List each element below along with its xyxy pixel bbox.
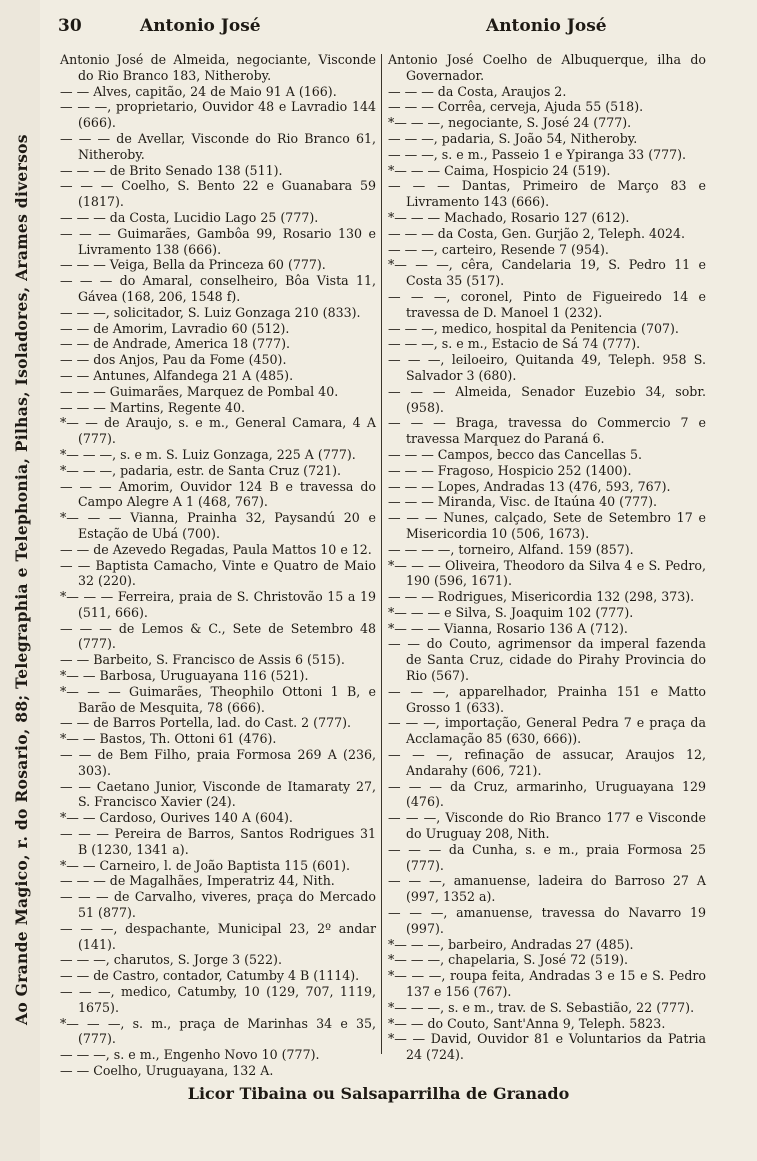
- directory-entry: — — dos Anjos, Pau da Fome (450).: [60, 352, 287, 368]
- directory-entry: — — Baptista Camacho, Vinte e Quatro de Maio 32 (220).: [60, 557, 376, 589]
- directory-entry: *— — David, Ouvidor 81 e Voluntarios da Patria 24 (724).: [388, 1031, 706, 1063]
- directory-entry: — — —, leiloeiro, Quitanda 49, Teleph. 958 S. Salvador 3 (680).: [388, 352, 706, 383]
- directory-entry: *— — — Guimarães, Theophilo Ottoni 1 B, e Barão de Mesquita, 78 (666).: [60, 683, 376, 715]
- directory-entry: — — de Bem Filho, praia Formosa 269 A (236, 303).: [60, 747, 376, 778]
- directory-entry: *— — Bastos, Th. Ottoni 61 (476).: [60, 731, 277, 747]
- directory-entry: — — — Martins, Regente 40.: [60, 399, 245, 415]
- directory-entry: *— — — Vianna, Prainha 32, Paysandú 20 e Estação de Ubá (700).: [60, 510, 376, 541]
- directory-entry: — — — Veiga, Bella da Princeza 60 (777).: [60, 257, 326, 273]
- directory-entry: — — — Lopes, Andradas 13 (476, 593, 767).: [388, 478, 671, 494]
- side-advert-text: Ao Grande Magico, r. do Rosario, 88; Telegraphia e Telephonia, Pilhas, Isoladores, Arames diversos: [12, 134, 31, 1026]
- directory-entry: — — — da Cruz, armarinho, Uruguayana 129 (476).: [388, 778, 706, 810]
- directory-entry: — — — de Carvalho, viveres, praça do Mercado 51 (877).: [60, 889, 376, 921]
- directory-entry: — — de Castro, contador, Catumby 4 B (1114).: [60, 968, 360, 984]
- directory-entry: Antonio José de Almeida, negociante, Visconde do Rio Branco 183, Nitheroby.: [60, 52, 376, 83]
- directory-entry: — — — de Avellar, Visconde do Rio Branco 61, Nitheroby.: [60, 130, 376, 162]
- directory-entry: — — — Guimarães, Gambôa 99, Rosario 130 e Livramento 138 (666).: [60, 225, 376, 257]
- directory-entry: — — —, s. e m., Passeio 1 e Ypiranga 33 (777).: [388, 146, 687, 162]
- directory-entry: — — — da Costa, Araujos 2.: [388, 83, 567, 99]
- directory-entry: — — — da Costa, Gen. Gurjão 2, Teleph. 4024.: [388, 225, 686, 241]
- directory-entry: — — — de Lemos & C., Sete de Setembro 48 (777).: [60, 620, 376, 652]
- directory-entry: — — —, refinação de assucar, Araujos 12, Andarahy (606, 721).: [388, 747, 706, 778]
- header-right-title: Antonio José: [486, 16, 607, 36]
- directory-entry: — — Barbeito, S. Francisco de Assis 6 (515).: [60, 652, 345, 668]
- directory-entry: — — —, charutos, S. Jorge 3 (522).: [60, 952, 282, 968]
- directory-entry: *— — —, s. e m., trav. de S. Sebastião, 22 (777).: [388, 999, 695, 1015]
- directory-entry: *— — — e Silva, S. Joaquim 102 (777).: [388, 604, 634, 620]
- directory-entry: — — —, proprietario, Ouvidor 48 e Lavradio 144 (666).: [60, 99, 376, 131]
- directory-entry: — — — Miranda, Visc. de Itaúna 40 (777).: [388, 494, 658, 510]
- column-divider: [381, 54, 382, 1054]
- directory-entry: — — —, s. e m., Engenho Novo 10 (777).: [60, 1047, 320, 1063]
- directory-entry: — — —, despachante, Municipal 23, 2º andar (141).: [60, 920, 376, 952]
- directory-entry: *— — de Araujo, s. e m., General Camara, 4 A (777).: [60, 415, 376, 447]
- directory-entry: — — de Azevedo Regadas, Paula Mattos 10 e 12.: [60, 541, 372, 557]
- directory-entry: *— — Barbosa, Uruguayana 116 (521).: [60, 668, 309, 684]
- right-column: [388, 52, 706, 1063]
- directory-entry: — — — da Cunha, s. e m., praia Formosa 25 (777).: [388, 841, 706, 873]
- directory-entry: — — de Amorim, Lavradio 60 (512).: [60, 320, 290, 336]
- directory-entry: — — — Campos, becco das Cancellas 5.: [388, 446, 643, 462]
- directory-entry: — — —, Visconde do Rio Branco 177 e Visconde do Uruguay 208, Nith.: [388, 810, 706, 842]
- directory-entry: *— — —, cêra, Candelaria 19, S. Pedro 11 e Costa 35 (517).: [388, 257, 706, 289]
- directory-entry: — — Antunes, Alfandega 21 A (485).: [60, 367, 294, 383]
- directory-entry: *— — do Couto, Sant'Anna 9, Teleph. 5823.: [388, 1015, 666, 1031]
- footer-advert: Licor Tibaina ou Salsaparrilha de Granado: [187, 1084, 570, 1103]
- directory-entry: — — — da Costa, Lucidio Lago 25 (777).: [60, 209, 319, 225]
- directory-entry: *— — —, chapelaria, S. José 72 (519).: [388, 952, 629, 968]
- directory-entry: — — —, solicitador, S. Luiz Gonzaga 210 (833).: [60, 304, 361, 320]
- directory-entry: — — Caetano Junior, Visconde de Itamaraty 27, S. Francisco Xavier (24).: [60, 778, 376, 810]
- directory-entry: *— — Cardoso, Ourives 140 A (604).: [60, 810, 293, 826]
- page-header: [58, 16, 718, 40]
- directory-entry: — — — Nunes, calçado, Sete de Setembro 17 e Misericordia 10 (506, 1673).: [388, 510, 706, 541]
- directory-entry: *— — — Oliveira, Theodoro da Silva 4 e S. Pedro, 190 (596, 1671).: [388, 557, 706, 589]
- directory-entry: *— — — Machado, Rosario 127 (612).: [388, 209, 630, 225]
- directory-entry: *— — —, negociante, S. José 24 (777).: [388, 115, 632, 131]
- directory-entry: *— — — Ferreira, praia de S. Christovão 15 a 19 (511, 666).: [60, 589, 376, 620]
- directory-entry: *— — —, padaria, estr. de Santa Cruz (721).: [60, 462, 342, 478]
- directory-entry: — — — Guimarães, Marquez de Pombal 40.: [60, 383, 339, 399]
- directory-entry: — — — Almeida, Senador Euzebio 34, sobr. (958).: [388, 383, 706, 415]
- directory-entry: — — de Andrade, America 18 (777).: [60, 336, 291, 352]
- side-advert-strip: [0, 0, 40, 1161]
- directory-entry: — — —, carteiro, Resende 7 (954).: [388, 241, 609, 257]
- directory-entry: — — Alves, capitão, 24 de Maio 91 A (166).: [60, 83, 337, 99]
- directory-entry: — — de Barros Portella, lad. do Cast. 2 (777).: [60, 715, 352, 731]
- directory-entry: — — —, amanuense, travessa do Navarro 19 (997).: [388, 905, 706, 936]
- directory-entry: — — Coelho, Uruguayana, 132 A.: [60, 1063, 274, 1078]
- directory-entry: — — —, medico, Catumby, 10 (129, 707, 1119, 1675).: [60, 984, 376, 1015]
- directory-entry: *— — —, s. e m. S. Luiz Gonzaga, 225 A (777).: [60, 446, 356, 462]
- directory-entry: — — — Pereira de Barros, Santos Rodrigues 31 B (1230, 1341 a).: [60, 826, 376, 857]
- directory-entry: — — —, apparelhador, Prainha 151 e Matto Grosso 1 (633).: [388, 683, 706, 715]
- directory-entry: — — — Amorim, Ouvidor 124 B e travessa do Campo Alegre A 1 (468, 767).: [60, 478, 376, 510]
- directory-entry: — — — Braga, travessa do Commercio 7 e travessa Marquez do Paraná 6.: [388, 415, 706, 447]
- directory-entry: — — — Dantas, Primeiro de Março 83 e Livramento 143 (666).: [388, 178, 706, 210]
- header-left-title: Antonio José: [140, 16, 261, 36]
- directory-entry: — — —, coronel, Pinto de Figueiredo 14 e travessa de D. Manoel 1 (232).: [388, 288, 706, 320]
- directory-entry: — — — Corrêa, cerveja, Ajuda 55 (518).: [388, 99, 644, 115]
- directory-entry: — — — Fragoso, Hospicio 252 (1400).: [388, 462, 632, 478]
- directory-entry: *— — Carneiro, l. de João Baptista 115 (601).: [60, 857, 350, 873]
- directory-entry: *— — — Vianna, Rosario 136 A (712).: [388, 620, 628, 636]
- directory-entry: — — — Coelho, S. Bento 22 e Guanabara 59 (1817).: [60, 178, 376, 210]
- directory-entry: — — —, padaria, S. João 54, Nitheroby.: [388, 130, 638, 146]
- directory-entry: — — —, importação, General Pedra 7 e praça da Acclamação 85 (630, 666)).: [388, 715, 706, 747]
- directory-entry: — — do Couto, agrimensor da imperal fazenda de Santa Cruz, cidade do Pirahy Provincia do Rio (567).: [388, 636, 706, 684]
- directory-entry: *— — — Caima, Hospicio 24 (519).: [388, 162, 611, 178]
- directory-entry: Antonio José Coelho de Albuquerque, ilha do Governador.: [388, 52, 706, 83]
- page-number: 30: [58, 16, 82, 36]
- directory-entry: — — —, amanuense, ladeira do Barroso 27 A (997, 1352 a).: [388, 873, 706, 905]
- directory-entry: *— — —, barbeiro, Andradas 27 (485).: [388, 936, 634, 952]
- directory-entry: *— — —, s. m., praça de Marinhas 34 e 35, (777).: [60, 1015, 376, 1047]
- directory-entry: — — — —, torneiro, Alfand. 159 (857).: [388, 541, 634, 557]
- directory-entry: — — —, s. e m., Estacio de Sá 74 (777).: [388, 336, 641, 352]
- directory-entry: — — — de Magalhães, Imperatriz 44, Nith.: [60, 873, 335, 889]
- directory-entry: — — — do Amaral, conselheiro, Bôa Vista 11, Gávea (168, 206, 1548 f).: [60, 273, 376, 304]
- directory-entry: — — — de Brito Senado 138 (511).: [60, 162, 283, 178]
- directory-entry: — — — Rodrigues, Misericordia 132 (298, 373).: [388, 589, 695, 605]
- left-column: [60, 52, 376, 1079]
- directory-entry: *— — —, roupa feita, Andradas 3 e 15 e S. Pedro 137 e 156 (767).: [388, 968, 706, 1000]
- directory-entry: — — —, medico, hospital da Penitencia (707).: [388, 320, 679, 336]
